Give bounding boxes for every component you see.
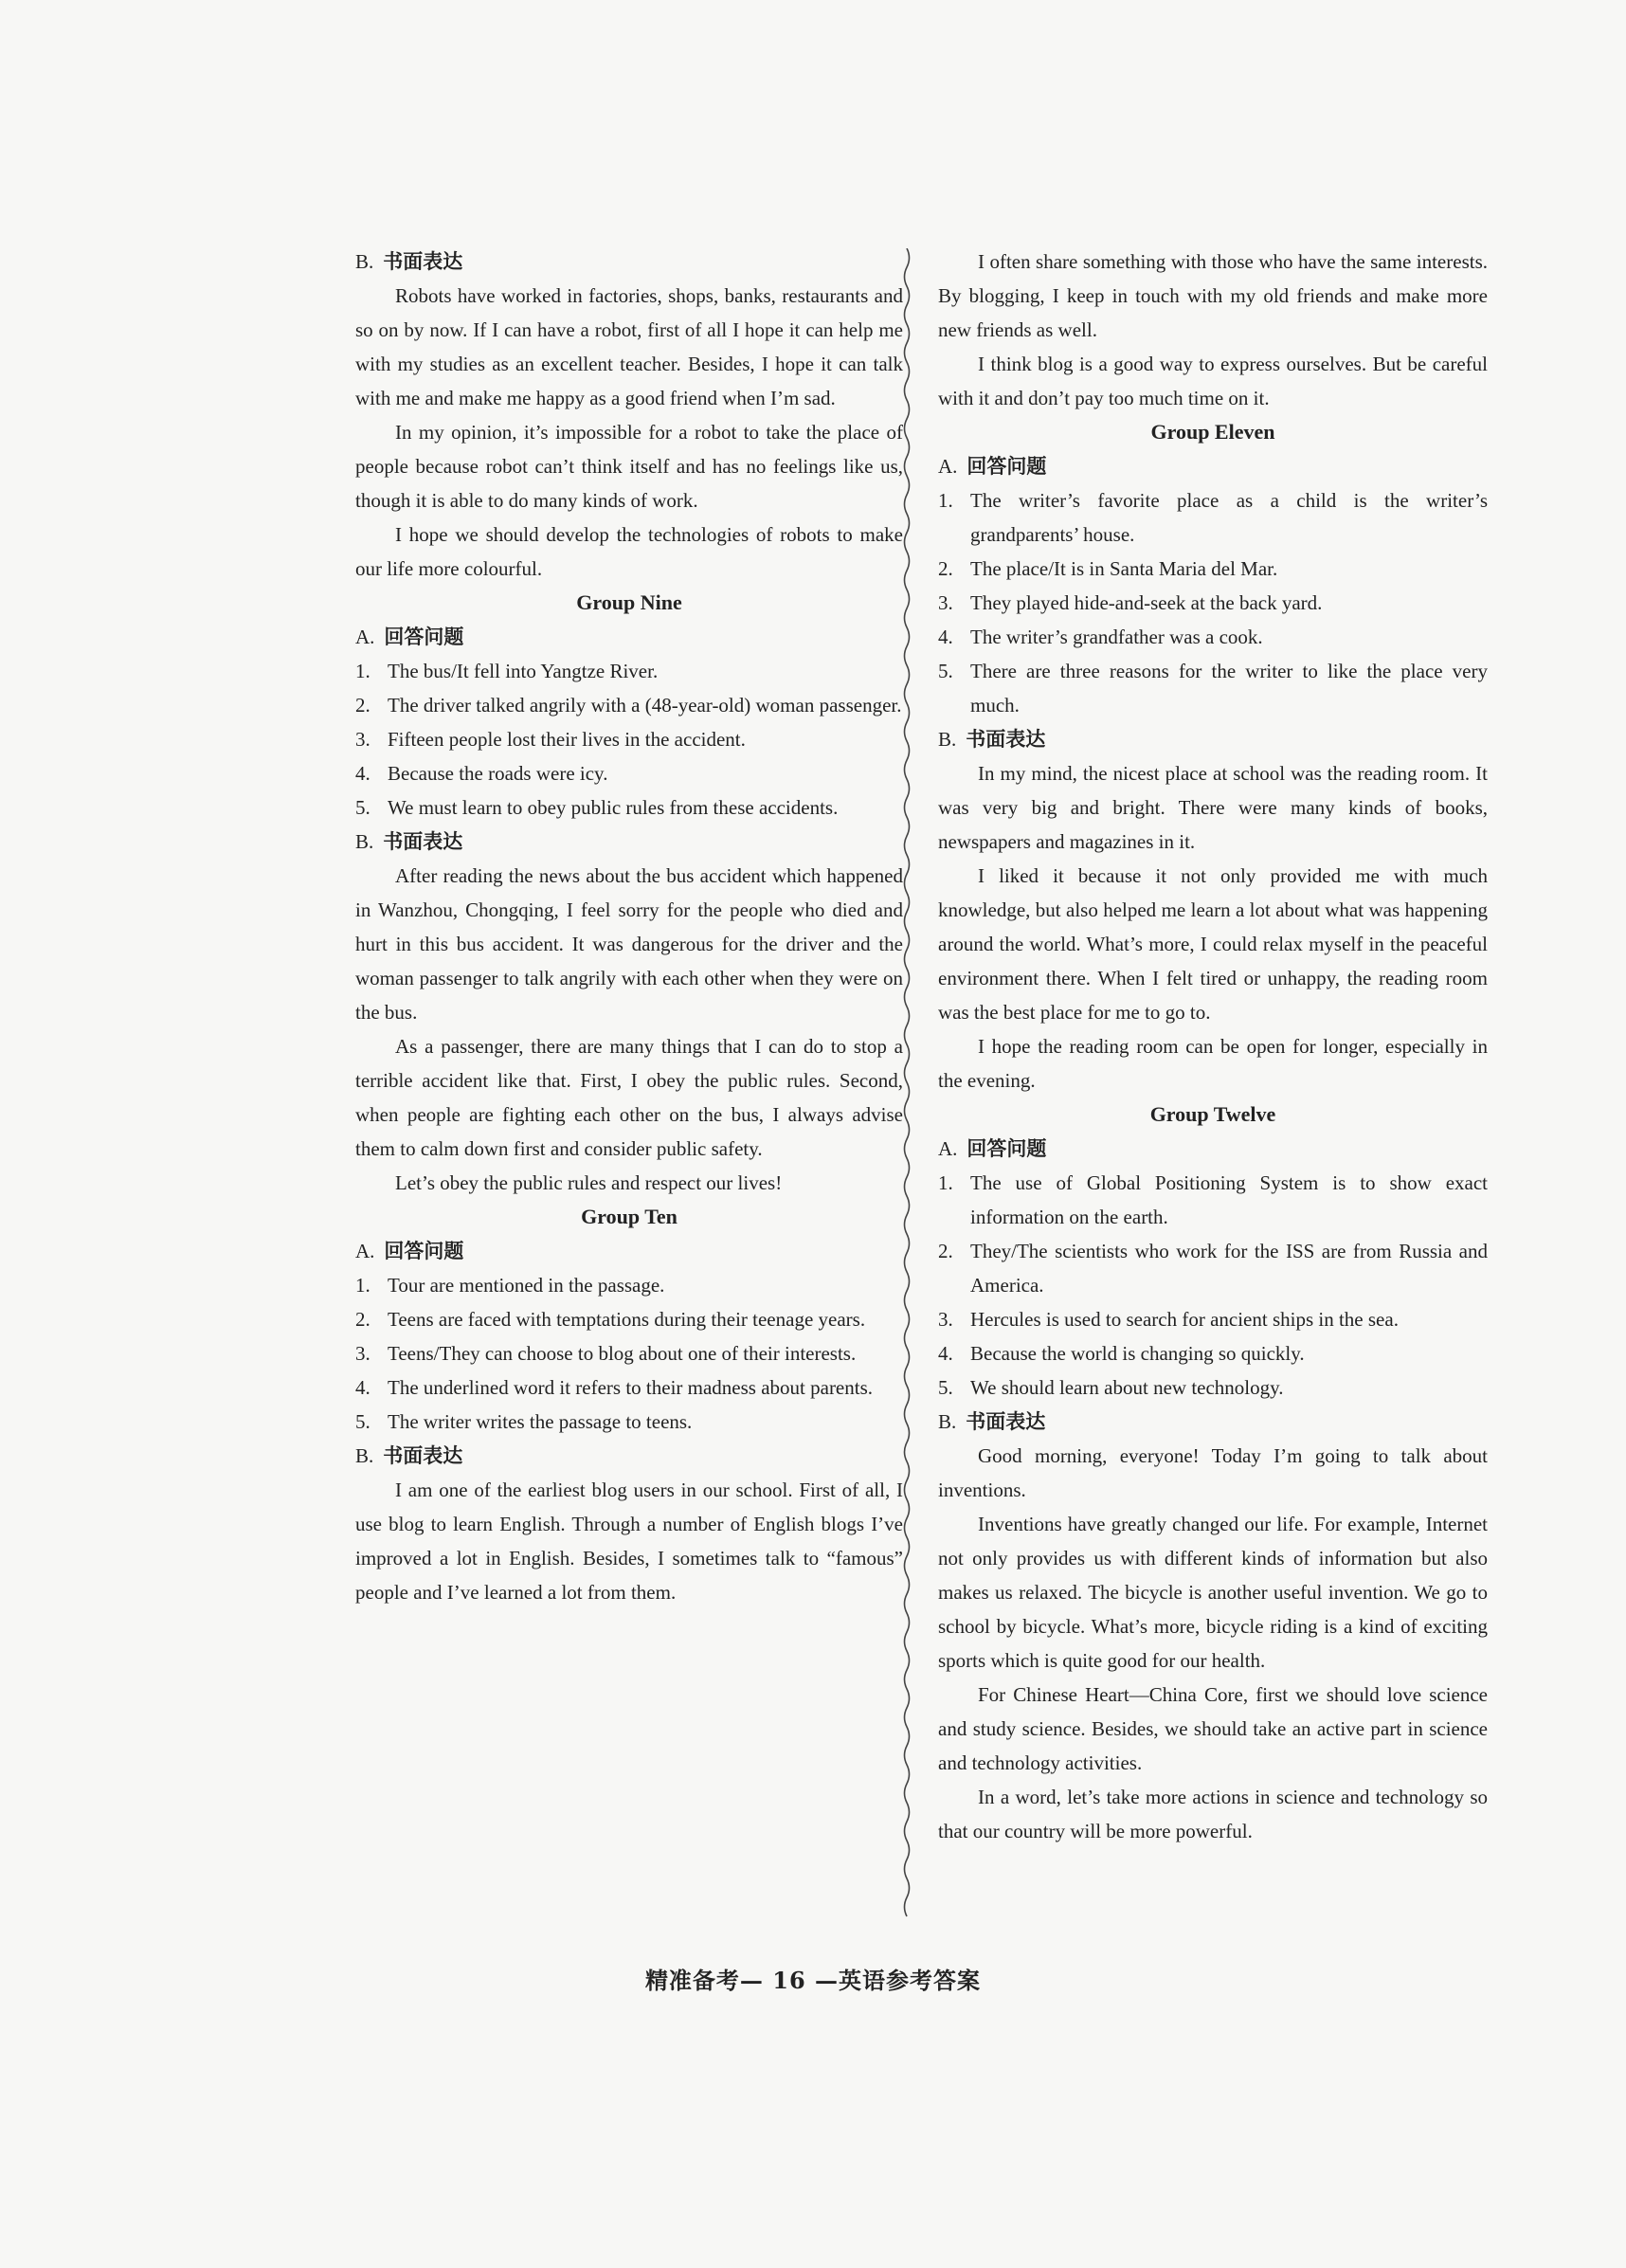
paragraph: Let’s obey the public rules and respect our lives! [395, 1171, 783, 1194]
list-item: 1. The use of Global Positioning System is to show exact information on the earth. [938, 1171, 1488, 1228]
section-heading: A. 回答问题 [355, 1240, 464, 1262]
section-heading: A. 回答问题 [938, 455, 1047, 478]
group-title: Group Twelve [1149, 1102, 1276, 1126]
list-item: 5. There are three reasons for the writer to like the place very much. [938, 660, 1488, 717]
paragraph: I liked it because it not only provided me with much knowledge, but also helped me learn a lot about what was happening around the world. What’s more, I could relax myself in the peaceful environment there. When I felt tired or unhappy, the reading room was the best place for me to go to. [938, 864, 1488, 1024]
left-column [355, 245, 903, 1609]
column-divider [900, 248, 913, 1926]
answer-list [355, 654, 903, 825]
paragraph: As a passenger, there are many things that I can do to stop a terrible accident like that. First, I obey the public rules. Second, when people are fighting each other on the bus, I always advise them to calm down first and consider public safety. [355, 1035, 903, 1160]
section-heading: B. 书面表达 [355, 830, 463, 853]
list-item: 4. The underlined word it refers to their madness about parents. [355, 1376, 874, 1399]
list-item: 2. They/The scientists who work for the ISS are from Russia and America. [938, 1240, 1488, 1297]
list-item: 5. The writer writes the passage to teens. [355, 1410, 693, 1433]
paragraph: I often share something with those who have the same interests. By blogging, I keep in touch with my old friends and make more new friends as well. [938, 250, 1488, 341]
group-title: Group Nine [576, 590, 682, 614]
paragraph: In my mind, the nicest place at school was the reading room. It was very big and bright. There were many kinds of books, newspapers and magazines in it. [938, 762, 1488, 853]
list-item: 4. Because the roads were icy. [355, 762, 608, 785]
section-heading: B. 书面表达 [938, 1410, 1046, 1433]
list-item: 2. Teens are faced with temptations during their teenage years. [355, 1308, 866, 1331]
list-item: 2. The driver talked angrily with a (48-year-old) woman passenger. [355, 694, 902, 717]
answer-list [355, 1268, 903, 1439]
paragraph: I hope the reading room can be open for longer, especially in the evening. [938, 1035, 1488, 1092]
paragraph: Good morning, everyone! Today I’m going to talk about inventions. [938, 1444, 1488, 1501]
section-heading: B. 书面表达 [355, 1444, 463, 1467]
list-item: 3. They played hide-and-seek at the back yard. [938, 591, 1323, 614]
paragraph: In my opinion, it’s impossible for a robot to take the place of people because robot can’t think itself and has no feelings like us, though it is able to do many kinds of work. [355, 421, 903, 512]
answer-list [938, 1166, 1488, 1405]
list-item: 1. The bus/It fell into Yangtze River. [355, 660, 659, 682]
list-item: 1. The writer’s favorite place as a child is the writer’s grandparents’ house. [938, 489, 1488, 546]
paragraph: For Chinese Heart—China Core, first we should love science and study science. Besides, we should take an active part in science and technology activities. [938, 1683, 1488, 1774]
paragraph: I am one of the earliest blog users in our school. First of all, I use blog to learn English. Through a number of English blogs I’ve improved a lot in English. Besides, I sometimes talk to “famous” people and I’ve learned a lot from them. [355, 1479, 903, 1604]
paragraph: Inventions have greatly changed our life. For example, Internet not only provides us with different kinds of information but also makes us relaxed. The bicycle is another useful invention. We go to school by bicycle. What’s more, bicycle riding is a kind of exciting sports which is quite good for our health. [938, 1513, 1488, 1672]
list-item: 3. Teens/They can choose to blog about one of their interests. [355, 1342, 857, 1365]
list-item: 4. The writer’s grandfather was a cook. [938, 626, 1263, 648]
paragraph: After reading the news about the bus accident which happened in Wanzhou, Chongqing, I feel sorry for the people who died and hurt in this bus accident. It was dangerous for the driver and the woman passenger to talk angrily with each other when they were on the bus. [355, 864, 903, 1024]
section-heading: A. 回答问题 [938, 1137, 1047, 1160]
paragraph: In a word, let’s take more actions in science and technology so that our country will be more powerful. [938, 1786, 1488, 1842]
paragraph: I hope we should develop the technologies of robots to make our life more colourful. [355, 523, 903, 580]
right-column [938, 245, 1488, 1848]
group-title: Group Ten [581, 1205, 678, 1228]
page-footer: 精准备考— 16 —英语参考答案 [644, 1967, 982, 1994]
list-item: 3. Hercules is used to search for ancient ships in the sea. [938, 1308, 1399, 1331]
list-item: 3. Fifteen people lost their lives in the accident. [355, 728, 746, 751]
list-item: 5. We must learn to obey public rules from these accidents. [355, 796, 839, 819]
paragraph: I think blog is a good way to express ourselves. But be careful with it and don’t pay too much time on it. [938, 353, 1488, 409]
list-item: 4. Because the world is changing so quickly. [938, 1342, 1305, 1365]
section-heading: A. 回答问题 [355, 626, 464, 648]
group-title: Group Eleven [1150, 420, 1275, 444]
list-item: 5. We should learn about new technology. [938, 1376, 1284, 1399]
list-item: 2. The place/It is in Santa Maria del Mar. [938, 557, 1278, 580]
list-item: 1. Tour are mentioned in the passage. [355, 1274, 665, 1297]
section-heading: B. 书面表达 [355, 250, 463, 273]
answer-list [938, 483, 1488, 722]
section-heading: B. 书面表达 [938, 728, 1046, 751]
paragraph: Robots have worked in factories, shops, banks, restaurants and so on by now. If I can have a robot, first of all I hope it can help me with my studies as an excellent teacher. Besides, I hope it can talk with me and make me happy as a good friend when I’m sad. [355, 284, 903, 409]
